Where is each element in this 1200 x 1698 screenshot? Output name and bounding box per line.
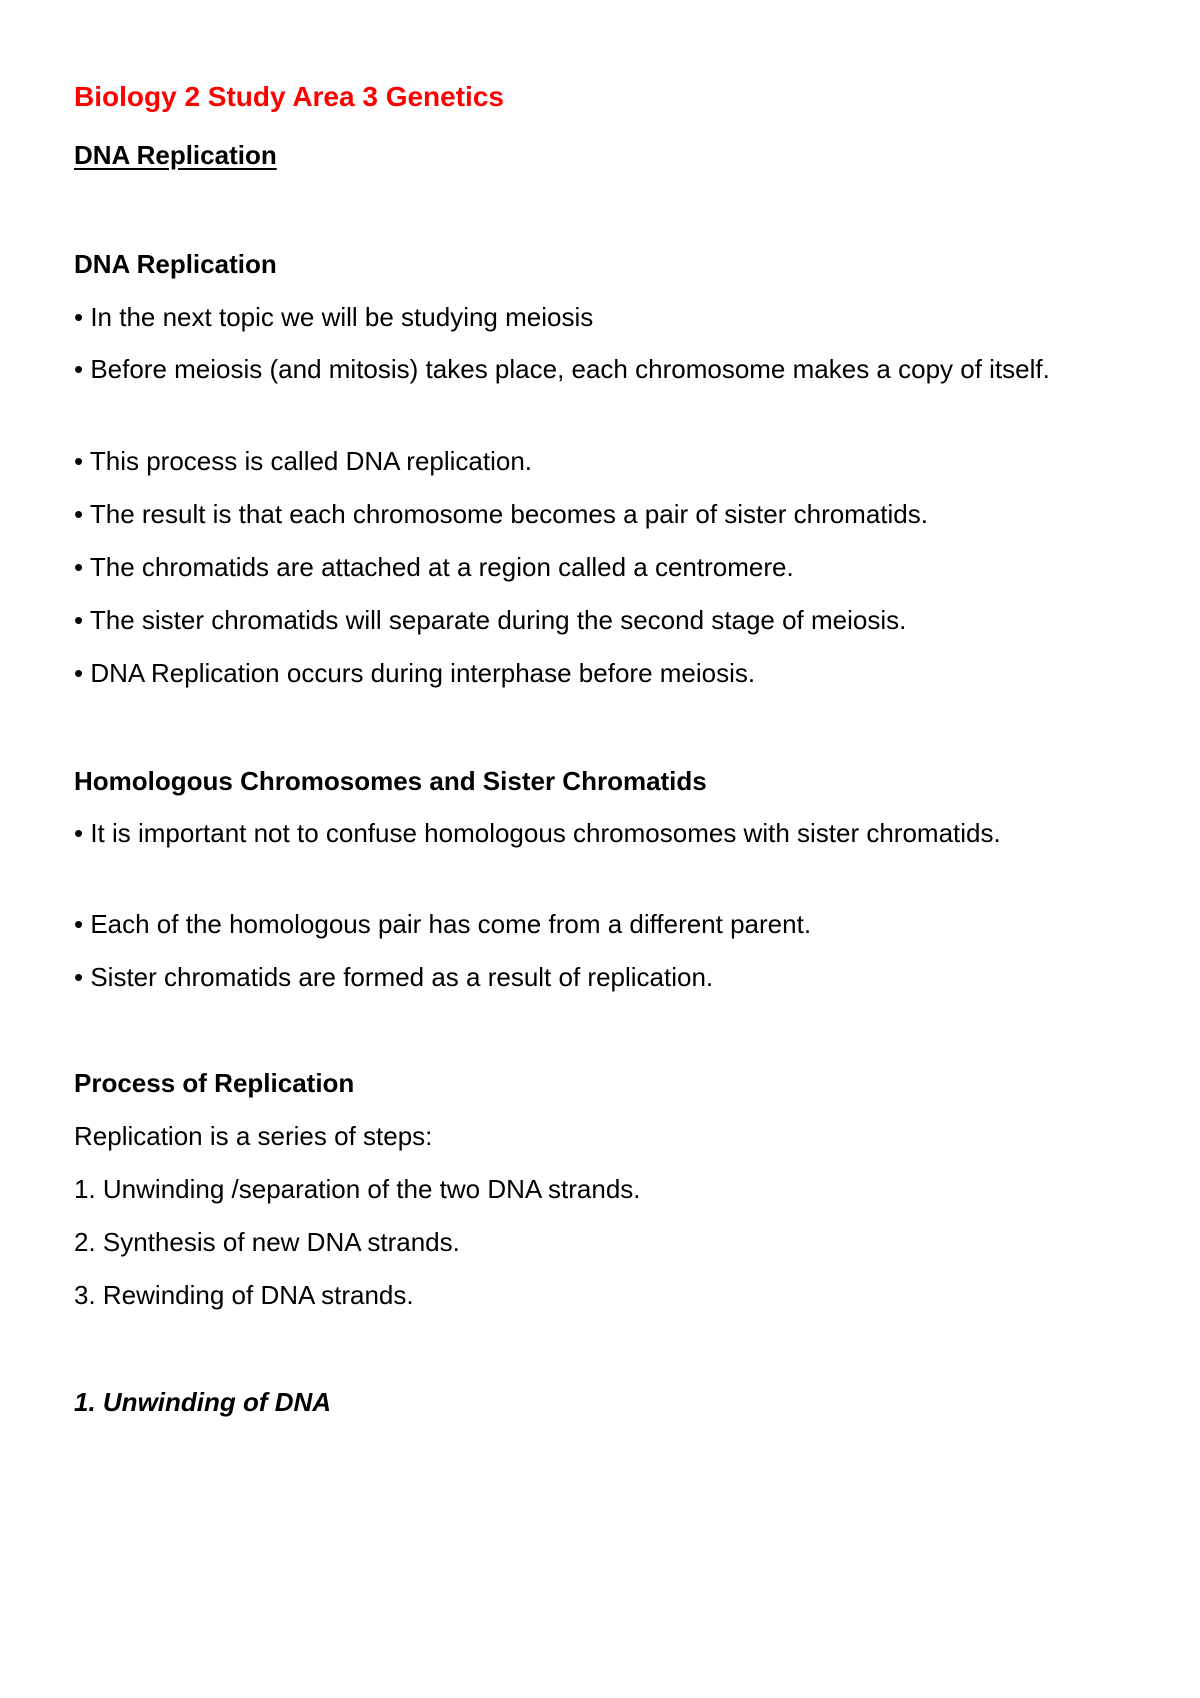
section-heading-homologous: Homologous Chromosomes and Sister Chromatids: [74, 766, 707, 796]
bullet-item: • This process is called DNA replication.: [74, 446, 533, 476]
bullet-item: • Each of the homologous pair has come from a different parent.: [74, 909, 812, 939]
document-title: Biology 2 Study Area 3 Genetics: [74, 81, 504, 112]
bullet-item: • In the next topic we will be studying meiosis: [74, 302, 594, 332]
section-heading-unwinding: 1. Unwinding of DNA: [74, 1387, 332, 1417]
bullet-item: • DNA Replication occurs during interphase before meiosis.: [74, 658, 756, 688]
bullet-item: • It is important not to confuse homologous chromosomes with sister chromatids.: [74, 818, 1001, 848]
step-item: 1. Unwinding /separation of the two DNA strands.: [74, 1174, 641, 1204]
step-item: 2. Synthesis of new DNA strands.: [74, 1227, 460, 1257]
bullet-item: • Sister chromatids are formed as a result of replication.: [74, 962, 714, 992]
process-intro: Replication is a series of steps:: [74, 1121, 433, 1151]
main-heading: DNA Replication: [74, 140, 277, 170]
bullet-item: • Before meiosis (and mitosis) takes place, each chromosome makes a copy of itself.: [74, 354, 1050, 384]
bullet-item: • The sister chromatids will separate during the second stage of meiosis.: [74, 605, 907, 635]
section-heading-process: Process of Replication: [74, 1068, 355, 1098]
section-heading-dna-replication: DNA Replication: [74, 249, 277, 279]
step-item: 3. Rewinding of DNA strands.: [74, 1280, 414, 1310]
bullet-item: • The chromatids are attached at a region called a centromere.: [74, 552, 794, 582]
bullet-item: • The result is that each chromosome becomes a pair of sister chromatids.: [74, 499, 928, 529]
